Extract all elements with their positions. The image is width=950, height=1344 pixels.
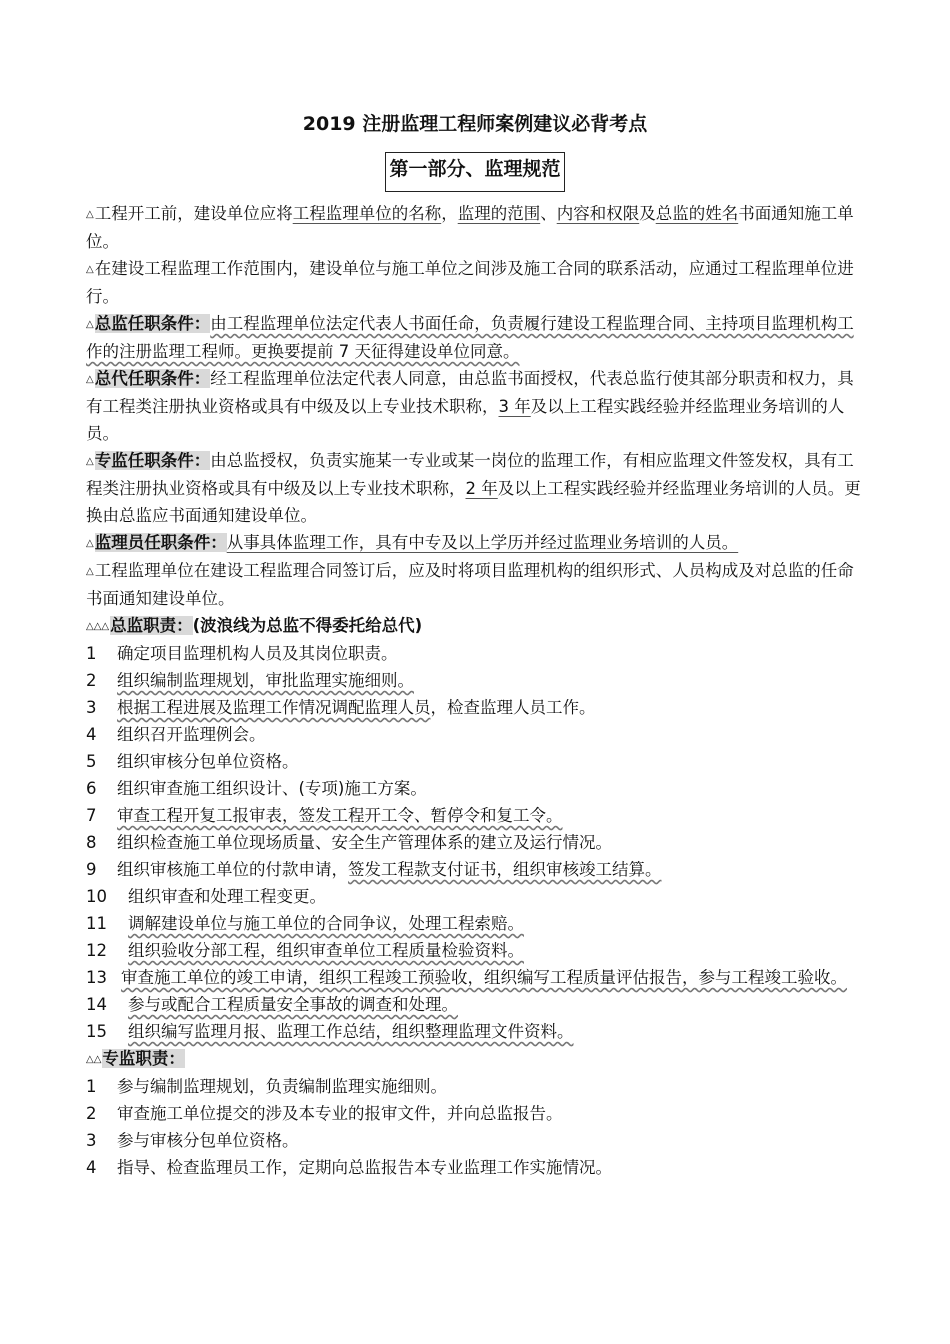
list-item: 3 根据工程进展及监理工作情况调配监理人员，检查监理人员工作。 xyxy=(86,698,596,717)
chief-duties-note: (波浪线为总监不得委托给总代) xyxy=(192,616,423,635)
list-item: 4 组织召开监理例会。 xyxy=(86,725,266,744)
triangle-icon: △ xyxy=(86,319,94,330)
triangle-icon: △ xyxy=(86,538,94,549)
label-specialist-qualification: 专监任职条件： xyxy=(94,451,211,470)
list-item: 5 组织审核分包单位资格。 xyxy=(86,752,299,771)
label-inspector-qualification: 监理员任职条件： xyxy=(94,533,227,552)
list-item: 4 指导、检查监理员工作，定期向总监报告本专业监理工作实施情况。 xyxy=(86,1158,612,1177)
list-item: 7 审查工程开复工报审表，签发工程开工令、暂停令和复工令。 xyxy=(86,806,563,825)
paragraph-notice: △工程开工前，建设单位应将工程监理单位的名称，监理的范围、内容和权限及总监的姓名书面通知施工单位。 xyxy=(86,204,854,251)
list-item: 2 组织编制监理规划，审批监理实施细则。 xyxy=(86,671,414,690)
list-item: 3 参与审核分包单位资格。 xyxy=(86,1131,299,1150)
section-specialist-duties-heading xyxy=(86,1045,866,1073)
list-item: 12 组织验收分部工程，组织审查单位工程质量检验资料。 xyxy=(86,941,524,960)
paragraph-specialist-qualification: △专监任职条件：由总监授权，负责实施某一专业或某一岗位的监理工作，有相应监理文件签发权，具有工程类注册执业资格或具有中级及以上专业技术职称，2 年及以上工程实践经验并经监理业务培训的人员。更换由总监应书面通知建设单位。 xyxy=(86,451,861,525)
paragraph-chief-qualification: △总监任职条件：由工程监理单位法定代表人书面任命，负责履行建设工程监理合同、主持项目监理机构工作的注册监理工程师。更换要提前 7 天征得建设单位同意。 xyxy=(86,314,854,361)
document-title: 2019 注册监理工程师案例建议必背考点 xyxy=(302,113,648,135)
triangle-icon: △ xyxy=(86,374,94,385)
list-item: 8 组织检查施工单位现场质量、安全生产管理体系的建立及运行情况。 xyxy=(86,833,612,852)
triangle-icon: △ xyxy=(86,264,94,275)
list-item: 1 参与编制监理规划，负责编制监理实施细则。 xyxy=(86,1077,447,1096)
paragraph-organization-notice: △工程监理单位在建设工程监理合同签订后，应及时将项目监理机构的组织形式、人员构成及对总监的任命书面通知建设单位。 xyxy=(86,561,854,608)
triangle-icon: △△ xyxy=(86,1054,102,1065)
list-item: 6 组织审查施工组织设计、(专项)施工方案。 xyxy=(86,779,427,798)
document-body xyxy=(86,200,866,1181)
triangle-icon: △ xyxy=(86,566,94,577)
list-item: 14 参与或配合工程质量安全事故的调查和处理。 xyxy=(86,995,458,1014)
triangle-icon: △ xyxy=(86,209,94,220)
specialist-duties-list xyxy=(86,1073,866,1181)
triangle-icon: △ xyxy=(86,456,94,467)
list-item: 15 组织编写监理月报、监理工作总结，组织整理监理文件资料。 xyxy=(86,1022,574,1041)
label-specialist-duties: 专监职责： xyxy=(102,1049,185,1068)
list-item: 13 审查施工单位的竣工申请，组织工程竣工预验收，组织编写工程质量评估报告，参与工程竣工验收。 xyxy=(86,968,847,987)
paragraph-inspector-qualification: △监理员任职条件：从事具体监理工作，具有中专及以上学历并经过监理业务培训的人员。 xyxy=(86,533,739,552)
list-item: 9 组织审核施工单位的付款申请，签发工程款支付证书，组织审核竣工结算。 xyxy=(86,860,662,879)
label-chief-qualification: 总监任职条件： xyxy=(94,314,211,333)
chief-duties-list xyxy=(86,640,866,1045)
label-chief-duties: 总监职责： xyxy=(110,616,193,635)
paragraph-contact: △在建设工程监理工作范围内，建设单位与施工单位之间涉及施工合同的联系活动，应通过工程监理单位进行。 xyxy=(86,259,854,306)
list-item: 11 调解建设单位与施工单位的合同争议，处理工程索赔。 xyxy=(86,914,524,933)
section-subtitle: 第一部分、监理规范 xyxy=(385,152,564,192)
paragraph-deputy-qualification: △总代任职条件：经工程监理单位法定代表人同意，由总监书面授权，代表总监行使其部分职责和权力，具有工程类注册执业资格或具有中级及以上专业技术职称，3 年及以上工程实践经验并经监理业务培训的人员。 xyxy=(86,369,854,443)
triangle-icon: △△△ xyxy=(86,621,110,632)
list-item: 2 审查施工单位提交的涉及本专业的报审文件，并向总监报告。 xyxy=(86,1104,563,1123)
subtitle-wrap xyxy=(0,152,950,192)
label-deputy-qualification: 总代任职条件： xyxy=(94,369,211,388)
list-item: 10 组织审查和处理工程变更。 xyxy=(86,887,326,906)
section-chief-duties-heading xyxy=(86,612,866,640)
list-item: 1 确定项目监理机构人员及其岗位职责。 xyxy=(86,644,398,663)
